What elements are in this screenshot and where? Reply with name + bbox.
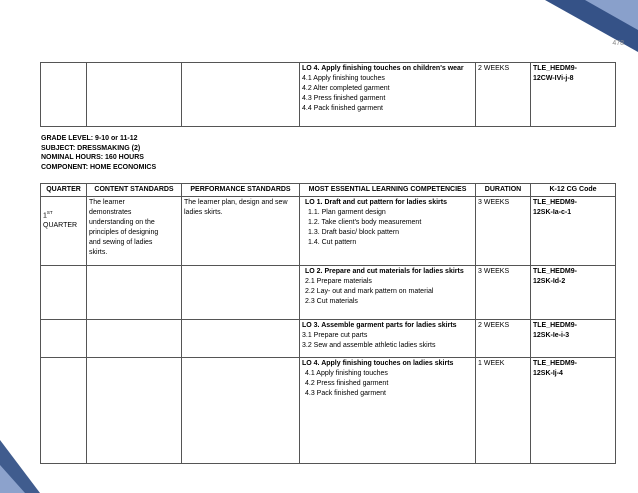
header-code: K-12 CG Code <box>531 184 616 197</box>
empty-cell <box>182 358 300 464</box>
empty-cell <box>182 63 300 127</box>
header-duration: DURATION <box>476 184 531 197</box>
duration-cell: 3 WEEKS <box>476 197 531 266</box>
empty-cell <box>87 63 182 127</box>
code-cell: TLE_HEDM9- 12SK-Id-2 <box>531 266 616 320</box>
competency-item: 4.1 Apply finishing touches <box>302 75 385 82</box>
header-content-standards: CONTENT STANDARDS <box>87 184 182 197</box>
code-cell: TLE_HEDM9- 12CW-IVi-j-8 <box>531 63 616 127</box>
competency-item: 4.2 Alter completed garment <box>302 85 390 92</box>
header-performance-standards: PERFORMANCE STANDARDS <box>182 184 300 197</box>
empty-cell <box>41 320 87 358</box>
empty-cell <box>87 320 182 358</box>
code-cell: TLE_HEDM9- 12SK-Ij-4 <box>531 358 616 464</box>
header-row <box>41 184 616 197</box>
empty-cell <box>41 63 87 127</box>
duration-cell: 2 WEEKS <box>476 320 531 358</box>
table-row <box>41 266 616 320</box>
component: COMPONENT: HOME ECONOMICS <box>41 163 157 171</box>
duration-cell: 1 WEEK <box>476 358 531 464</box>
competency-item: 4.3 Press finished garment <box>302 95 386 102</box>
empty-cell <box>182 266 300 320</box>
table-row <box>41 320 616 358</box>
competency-cell: LO 4. Apply finishing touches on ladies skirts 4.1 Apply finishing touches 4.2 Press finished garment 4.3 Pack finished garment <box>300 358 476 464</box>
duration-cell: 2 WEEKS <box>476 63 531 127</box>
table-row <box>41 197 616 266</box>
table-row <box>41 358 616 464</box>
grade-level: GRADE LEVEL: 9-10 or 11-12 <box>41 135 138 142</box>
performance-standards-cell: The learner plan, design and sew ladies skirts. <box>182 197 300 266</box>
competency-cell: LO 1. Draft and cut pattern for ladies skirts 1.1. Plan garment design 1.2. Take client's body measurement 1.3. Draft basic/ block pattern 1.4. Cut pattern <box>300 197 476 266</box>
header-quarter: QUARTER <box>41 184 87 197</box>
curriculum-table <box>40 183 616 464</box>
empty-cell <box>182 320 300 358</box>
nominal-hours: NOMINAL HOURS: 160 HOURS <box>41 154 144 162</box>
page-number: 478 <box>612 40 624 47</box>
competency-cell: LO 2. Prepare and cut materials for ladies skirts 2.1 Prepare materials 2.2 Lay- out and mark pattern on material 2.3 Cut materials <box>300 266 476 320</box>
competency-item: 4.4 Pack finished garment <box>302 105 383 112</box>
code-cell: TLE_HEDM9- 12SK-Ia-c-1 <box>531 197 616 266</box>
content-standards-cell: The learner demonstrates understanding on the principles of designing and sewing of ladies skirts. <box>87 197 182 266</box>
empty-cell <box>87 266 182 320</box>
subject: SUBJECT: DRESSMAKING (2) <box>41 144 141 152</box>
empty-cell <box>41 358 87 464</box>
quarter-cell: 1ST QUARTER <box>41 197 87 266</box>
empty-cell <box>87 358 182 464</box>
course-metadata <box>41 134 156 172</box>
code-cell: TLE_HEDM9- 12SK-Ie-i-3 <box>531 320 616 358</box>
header-competencies: MOST ESSENTIAL LEARNING COMPETENCIES <box>300 184 476 197</box>
empty-cell <box>41 266 87 320</box>
competency-title: LO 4. Apply finishing touches on children's wear <box>302 65 464 72</box>
top-continuation-table <box>40 62 616 127</box>
competency-cell <box>300 63 476 127</box>
duration-cell: 3 WEEKS <box>476 266 531 320</box>
competency-cell: LO 3. Assemble garment parts for ladies skirts 3.1 Prepare cut parts 3.2 Sew and assemble athletic ladies skirts <box>300 320 476 358</box>
